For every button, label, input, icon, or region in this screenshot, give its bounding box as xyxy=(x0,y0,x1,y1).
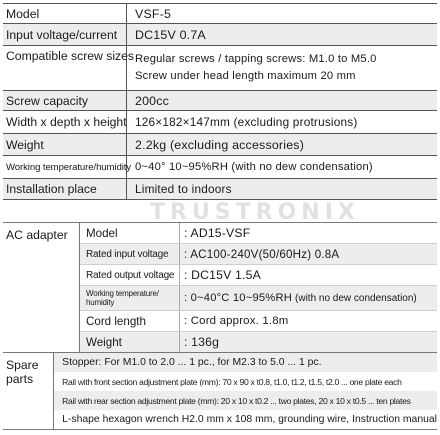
ac-label: Cord length xyxy=(80,311,180,331)
spec-label: Model xyxy=(3,4,127,23)
spec-label: Working temperature/humidity xyxy=(3,156,127,178)
spec-row-temperature xyxy=(3,156,437,179)
ac-row-temperature xyxy=(80,286,437,311)
spare-parts-list xyxy=(54,353,437,429)
ac-label: Rated output voltage xyxy=(80,265,180,285)
ac-label: Working temperature/ humidity xyxy=(80,286,180,310)
spec-value: 2.2kg (excluding accessories) xyxy=(135,137,305,152)
spec-value-2: Screw under head length maximum 20 mm xyxy=(135,70,356,82)
spec-table xyxy=(3,3,437,200)
watermark: TRUSTRONIX xyxy=(150,200,360,225)
spec-value: 200cc xyxy=(135,93,170,108)
spec-row-installation xyxy=(3,179,437,200)
ac-row-input xyxy=(80,244,437,265)
spec-label: Input voltage/current xyxy=(3,24,127,45)
spec-value: DC15V 0.7A xyxy=(135,27,206,42)
ac-adapter-rows xyxy=(80,223,437,352)
spec-value: Limited to indoors xyxy=(135,182,232,196)
spare-part-item: Rail with rear section adjustment plate (mm): 20 x 10 x t0.2 ... two plates, 20 x 10 x t0.5 ... ten plates xyxy=(54,391,437,410)
ac-value: : AC100-240V(50/60Hz) 0.8A xyxy=(184,247,340,261)
spare-part-item: Stopper: For M1.0 to 2.0 ... 1 pc., for M2.3 to 5.0 ... 1 pc. xyxy=(54,353,437,372)
spec-row-screw-sizes xyxy=(3,46,437,91)
ac-row-model xyxy=(80,223,437,244)
spec-value: Regular screws / tapping screws: M1.0 to M5.0 xyxy=(135,53,377,65)
spec-row-capacity xyxy=(3,91,437,111)
spec-row-input xyxy=(3,24,437,46)
ac-value: : 136g xyxy=(184,335,220,349)
spare-parts-section xyxy=(3,353,437,430)
spec-value: VSF-5 xyxy=(135,6,172,21)
ac-row-cord xyxy=(80,311,437,332)
spec-value: 126×182×147mm (excluding protrusions) xyxy=(135,115,358,129)
accessory-table xyxy=(3,222,437,430)
ac-value: : Cord approx. 1.8m xyxy=(184,315,289,327)
spec-label: Screw capacity xyxy=(3,91,127,110)
spare-parts-heading: Spare parts xyxy=(3,353,54,429)
spec-value-block xyxy=(127,46,437,90)
spec-label: Installation place xyxy=(3,179,127,199)
spare-part-item: L-shape hexagon wrench H2.0 mm x 108 mm, grounding wire, Instruction manual xyxy=(62,414,437,425)
ac-value: : AD15-VSF xyxy=(184,226,251,240)
spec-row-dimensions xyxy=(3,111,437,134)
spec-label: Compatible screw sizes xyxy=(3,46,127,90)
spec-label: Weight xyxy=(3,134,127,155)
ac-value: : DC15V 1.5A xyxy=(184,268,261,282)
spec-row-weight xyxy=(3,134,437,156)
ac-label: Weight xyxy=(80,332,180,352)
ac-value: : 0~40°C 10~95%RH xyxy=(184,292,293,304)
ac-adapter-heading: AC adapter xyxy=(3,223,80,352)
ac-adapter-section xyxy=(3,223,437,353)
spare-part-item: Rail with front section adjustment plate (mm): 70 x 90 x t0.8, t1.0, t1.2, t1.5, t2.0 ... one plate each xyxy=(62,376,402,387)
spec-value: 0~40° 10~95%RH (with no dew condensation) xyxy=(135,161,373,173)
spec-label: Width x depth x height xyxy=(3,111,127,133)
ac-label: Model xyxy=(80,223,180,243)
ac-row-output xyxy=(80,265,437,286)
spec-row-model xyxy=(3,4,437,24)
ac-row-weight xyxy=(80,332,437,352)
ac-label: Rated input voltage xyxy=(80,244,180,264)
ac-value-cell xyxy=(180,286,437,310)
ac-value-note: (with no dew condensation) xyxy=(295,292,417,304)
